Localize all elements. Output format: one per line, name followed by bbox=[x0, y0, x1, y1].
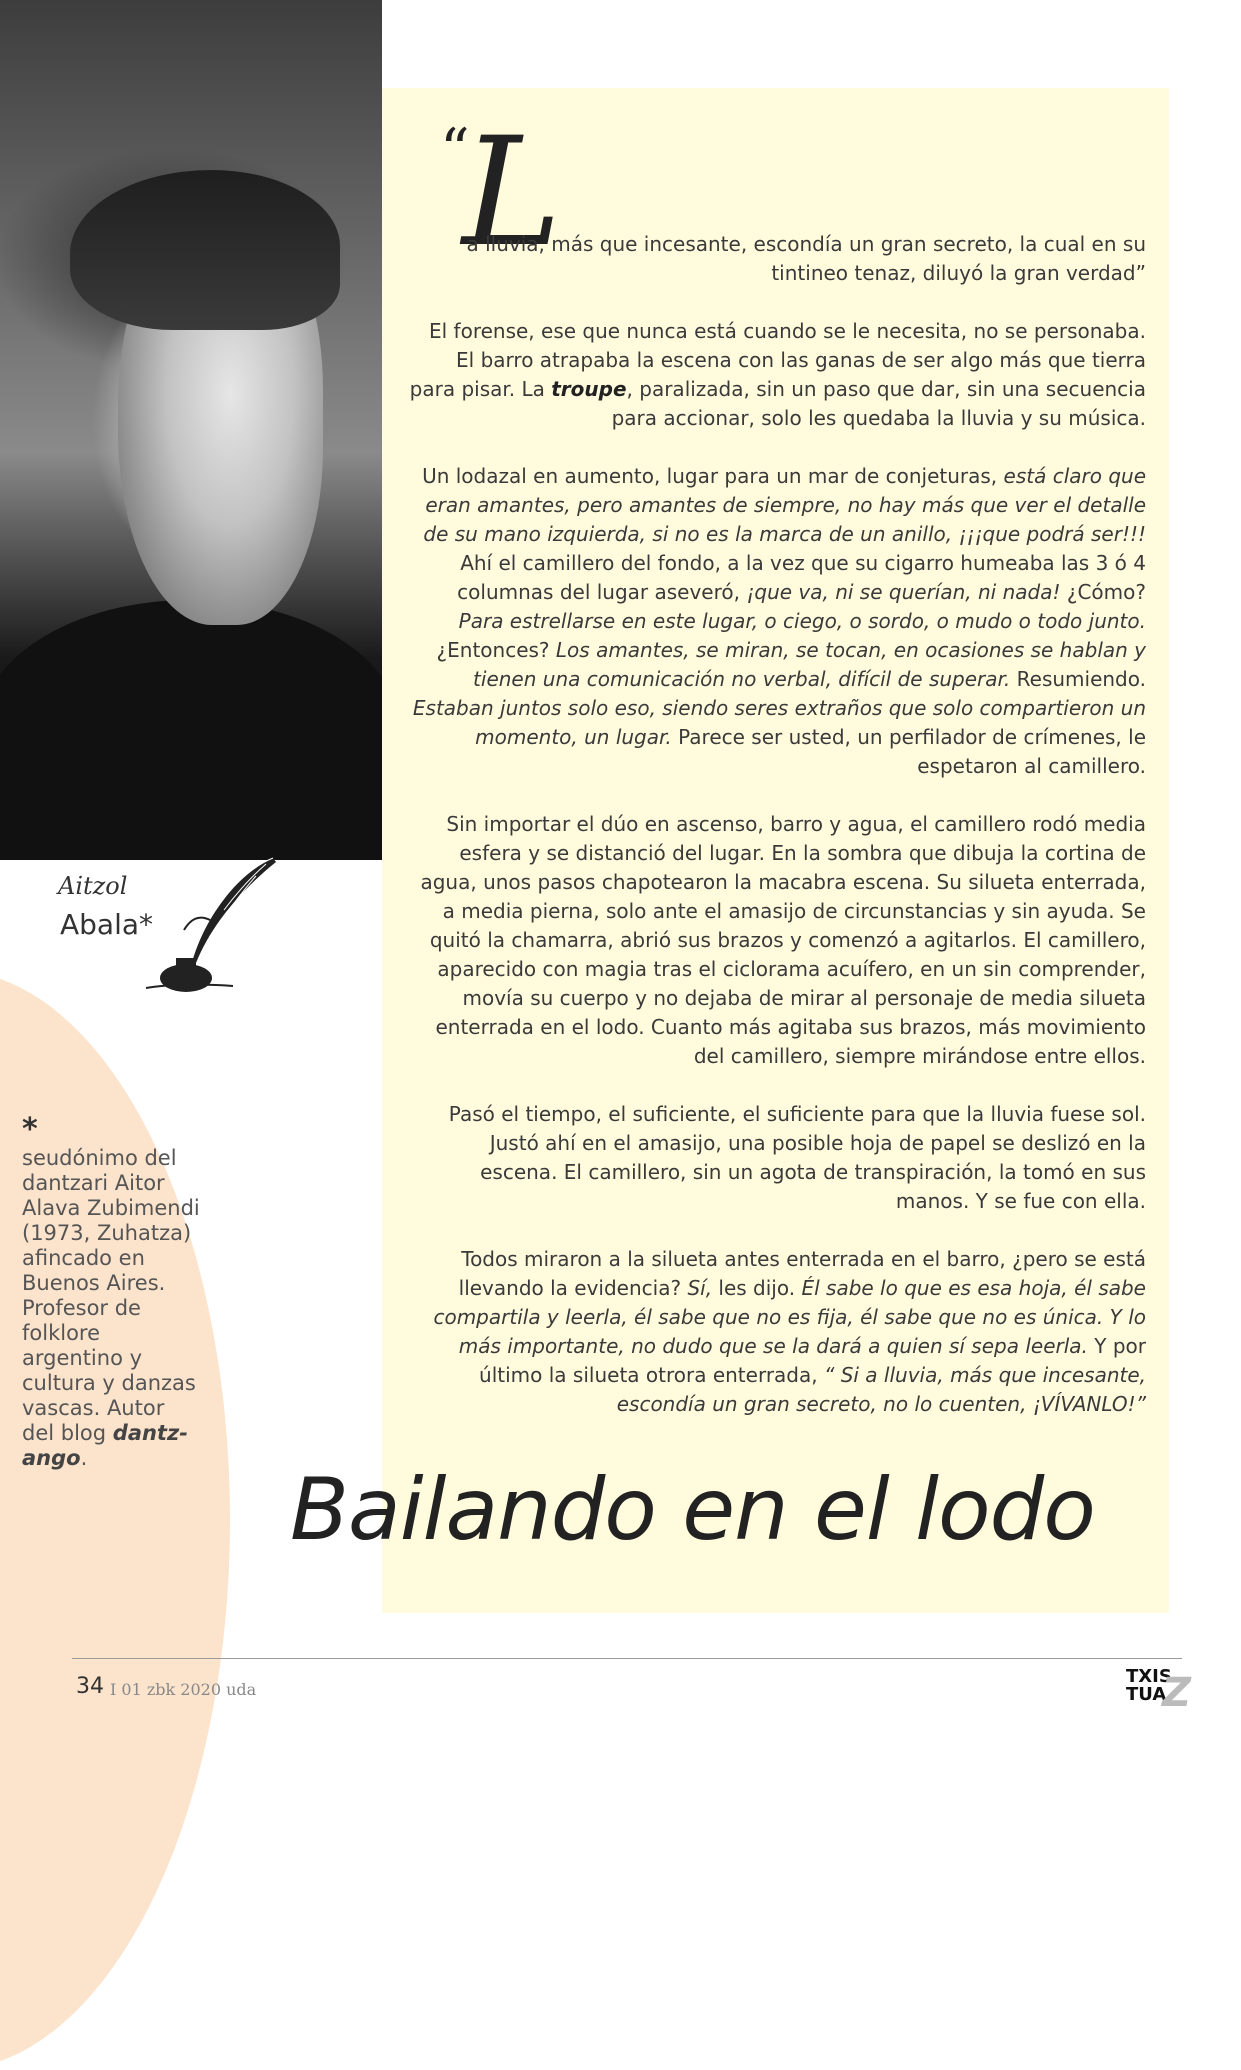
paragraph-5: Todos miraron a la silueta antes enterrada en el barro, ¿pero se está llevando la evidencia? Sí, les dijo. Él sabe lo que es esa hoja, él sabe compartila y leerla, él sabe que no es fija, él sabe que no es única. Y lo más importante, no dudo que se la dará a quien sí sepa leerla. Y por último la silueta otrora enterrada, “ Si a lluvia, más que incesante, escondía un gran secreto, no lo cuenten, ¡VÍVANLO!” bbox=[433, 1247, 1146, 1416]
dropcap: L bbox=[462, 106, 562, 280]
quill-inkwell-icon bbox=[138, 850, 288, 1000]
lead-text: a lluvia, más que incesante, escondía un gran secreto, la cual en su tintineo tenaz, diluyó la gran verdad” bbox=[466, 232, 1146, 285]
blog-name: dantz-ango bbox=[22, 1421, 188, 1470]
photo-shoulders bbox=[0, 600, 400, 860]
logo-mark: Z bbox=[1162, 1670, 1192, 1716]
bio-marker: * bbox=[22, 1112, 38, 1147]
author-bio: seudónimo del dantzari Aitor Alava Zubimendi (1973, Zuhatza) afincado en Buenos Aires. Profesor de folklore argentino y cultura y danzas vascas. Autor del blog dantz-ango. bbox=[22, 1146, 200, 1470]
article-body bbox=[408, 317, 1146, 1448]
paragraph-1: El forense, ese que nunca está cuando se le necesita, no se personaba. El barro atrapaba la escena con las ganas de ser algo más que tierra para pisar. La troupe, paralizada, sin un paso que dar, sin una secuencia para accionar, solo les quedaba la lluvia y su música. bbox=[409, 319, 1146, 430]
opening-quote: “ bbox=[440, 116, 470, 184]
footer-divider bbox=[72, 1658, 1182, 1659]
photo-hair bbox=[70, 170, 340, 330]
magazine-logo bbox=[1126, 1666, 1192, 1724]
paragraph-4: Pasó el tiempo, el suficiente, el suficiente para que la lluvia fuese sol. Justó ahí en el amasijo, una posible hoja de papel se deslizó en la escena. El camillero, sin un agota de transpiración, la tomó en sus manos. Y se fue con ella. bbox=[448, 1102, 1146, 1213]
logo-line-1: TXIS bbox=[1126, 1666, 1172, 1687]
issue-info: I 01 zbk 2020 uda bbox=[110, 1680, 257, 1699]
paragraph-3: Sin importar el dúo en ascenso, barro y agua, el camillero rodó media esfera y se distanció del lugar. En la sombra que dibuja la cortina de agua, unos pasos chapotearon la macabra escena. Su silueta enterrada, a media pierna, solo ante el amasijo de circunstancias y sin ayuda. Se quitó la chamarra, abrió sus brazos y comenzó a agitarlos. El camillero, aparecido con magia tras el ciclorama acuífero, en un sin comprender, movía su cuerpo y no dejaba de mirar al personaje de media silueta enterrada en el lodo. Cuanto más agitaba sus brazos, más movimiento del camillero, siempre mirándose entre ellos. bbox=[420, 812, 1146, 1068]
author-last-name: Abala* bbox=[60, 908, 154, 941]
logo-line-2: TUA bbox=[1126, 1684, 1167, 1705]
article-title: Bailando en el lodo bbox=[290, 1460, 1095, 1560]
paragraph-2: Un lodazal en aumento, lugar para un mar de conjeturas, está claro que eran amantes, pero amantes de siempre, no hay más que ver el detalle de su mano izquierda, si no es la marca de un anillo, ¡¡¡que podrá ser!!! Ahí el camillero del fondo, a la vez que su cigarro humeaba las 3 ó 4 columnas del lugar aseveró, ¡que va, ni se querían, ni nada! ¿Cómo? Para estrellarse en este lugar, o ciego, o sordo, o mudo o todo junto. ¿Entonces? Los amantes, se miran, se tocan, en ocasiones se hablan y tienen una comunicación no verbal, difícil de superar. Resumiendo. Estaban juntos solo eso, siendo seres extraños que solo compartieron un momento, un lugar. Parece ser usted, un perfilador de crímenes, le espetaron al camillero. bbox=[412, 464, 1146, 778]
author-photo bbox=[0, 0, 382, 823]
author-first-name: Aitzol bbox=[58, 872, 128, 900]
page-number: 34 bbox=[76, 1674, 104, 1699]
